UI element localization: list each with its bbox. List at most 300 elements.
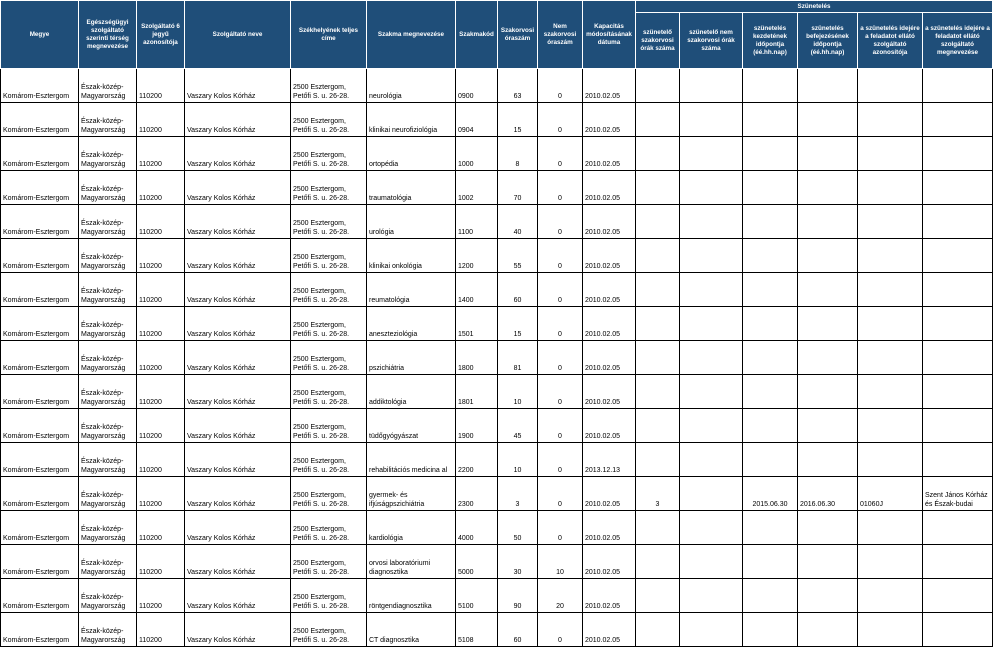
cell-megye: Komárom-Esztergom — [1, 307, 79, 341]
cell-ellato-megnevezes — [923, 171, 993, 205]
cell-szunetelo-szakorvosi — [636, 409, 680, 443]
cell-szolgaltato-neve: Vaszary Kolos Kórház — [185, 613, 291, 647]
cell-ellato-azonosito — [858, 545, 923, 579]
cell-szuneteles-kezdete — [743, 409, 798, 443]
cell-cim: 2500 Esztergom, Petőfi S. u. 26-28. — [291, 477, 367, 511]
cell-megye: Komárom-Esztergom — [1, 409, 79, 443]
cell-terseg: Észak-közép-Magyarország — [79, 171, 137, 205]
cell-szuneteles-kezdete — [743, 239, 798, 273]
table-row — [1, 239, 993, 273]
cell-szakmakod: 1900 — [456, 409, 498, 443]
cell-szunetelo-nem-szakorvosi — [680, 103, 743, 137]
col-header-azonosito: Szolgáltató 6 jegyű azonosítója — [137, 1, 185, 69]
cell-cim: 2500 Esztergom, Petőfi S. u. 26-28. — [291, 409, 367, 443]
cell-ellato-megnevezes — [923, 307, 993, 341]
col-header-szunetelo-nem-szakorvosi: szünetelő nem szakorvosi órák száma — [680, 13, 743, 69]
cell-cim: 2500 Esztergom, Petőfi S. u. 26-28. — [291, 613, 367, 647]
col-header-szakma: Szakma megnevezése — [367, 1, 456, 69]
cell-szakma: ortopédia — [367, 137, 456, 171]
cell-azonosito: 110200 — [137, 579, 185, 613]
cell-szakmakod: 1800 — [456, 341, 498, 375]
cell-nem-szakorvosi-oraszam: 0 — [538, 171, 583, 205]
cell-terseg: Észak-közép-Magyarország — [79, 545, 137, 579]
cell-szuneteles-kezdete — [743, 273, 798, 307]
cell-szakorvosi-oraszam: 70 — [498, 171, 538, 205]
cell-nem-szakorvosi-oraszam: 0 — [538, 375, 583, 409]
cell-modositas-datuma: 2010.02.05 — [583, 205, 636, 239]
cell-nem-szakorvosi-oraszam: 0 — [538, 69, 583, 103]
cell-azonosito: 110200 — [137, 443, 185, 477]
cell-szunetelo-szakorvosi — [636, 205, 680, 239]
cell-ellato-azonosito — [858, 341, 923, 375]
cell-szuneteles-kezdete — [743, 375, 798, 409]
cell-megye: Komárom-Esztergom — [1, 69, 79, 103]
cell-ellato-megnevezes — [923, 409, 993, 443]
cell-megye: Komárom-Esztergom — [1, 443, 79, 477]
cell-cim: 2500 Esztergom, Petőfi S. u. 26-28. — [291, 103, 367, 137]
cell-megye: Komárom-Esztergom — [1, 103, 79, 137]
cell-szuneteles-befejezese — [798, 239, 858, 273]
cell-modositas-datuma: 2010.02.05 — [583, 307, 636, 341]
cell-szunetelo-szakorvosi — [636, 511, 680, 545]
cell-szunetelo-nem-szakorvosi — [680, 171, 743, 205]
cell-azonosito: 110200 — [137, 341, 185, 375]
cell-szunetelo-szakorvosi — [636, 579, 680, 613]
cell-megye: Komárom-Esztergom — [1, 613, 79, 647]
cell-szunetelo-szakorvosi — [636, 375, 680, 409]
table-row — [1, 103, 993, 137]
cell-szolgaltato-neve: Vaszary Kolos Kórház — [185, 171, 291, 205]
col-header-modositas-datuma: Kapacitás módosításának dátuma — [583, 1, 636, 69]
cell-cim: 2500 Esztergom, Petőfi S. u. 26-28. — [291, 171, 367, 205]
cell-modositas-datuma: 2010.02.05 — [583, 579, 636, 613]
cell-szolgaltato-neve: Vaszary Kolos Kórház — [185, 239, 291, 273]
cell-ellato-megnevezes — [923, 239, 993, 273]
cell-ellato-azonosito — [858, 205, 923, 239]
cell-nem-szakorvosi-oraszam: 10 — [538, 545, 583, 579]
table-row — [1, 579, 993, 613]
cell-cim: 2500 Esztergom, Petőfi S. u. 26-28. — [291, 307, 367, 341]
cell-szunetelo-nem-szakorvosi — [680, 579, 743, 613]
cell-szuneteles-befejezese — [798, 613, 858, 647]
cell-megye: Komárom-Esztergom — [1, 239, 79, 273]
cell-ellato-megnevezes — [923, 103, 993, 137]
cell-terseg: Észak-közép-Magyarország — [79, 273, 137, 307]
cell-megye: Komárom-Esztergom — [1, 341, 79, 375]
cell-modositas-datuma: 2010.02.05 — [583, 273, 636, 307]
cell-ellato-azonosito — [858, 579, 923, 613]
cell-cim: 2500 Esztergom, Petőfi S. u. 26-28. — [291, 341, 367, 375]
cell-szolgaltato-neve: Vaszary Kolos Kórház — [185, 137, 291, 171]
table-row — [1, 137, 993, 171]
cell-szuneteles-befejezese — [798, 409, 858, 443]
cell-szunetelo-nem-szakorvosi — [680, 307, 743, 341]
cell-ellato-azonosito — [858, 103, 923, 137]
cell-szakorvosi-oraszam: 3 — [498, 477, 538, 511]
cell-szakmakod: 1002 — [456, 171, 498, 205]
table-row — [1, 443, 993, 477]
cell-ellato-azonosito — [858, 239, 923, 273]
cell-terseg: Észak-közép-Magyarország — [79, 579, 137, 613]
cell-cim: 2500 Esztergom, Petőfi S. u. 26-28. — [291, 579, 367, 613]
cell-szakorvosi-oraszam: 15 — [498, 103, 538, 137]
cell-ellato-azonosito — [858, 375, 923, 409]
table-row — [1, 545, 993, 579]
cell-azonosito: 110200 — [137, 511, 185, 545]
table-row — [1, 341, 993, 375]
cell-szuneteles-kezdete — [743, 443, 798, 477]
cell-modositas-datuma: 2010.02.05 — [583, 409, 636, 443]
cell-szunetelo-nem-szakorvosi — [680, 273, 743, 307]
cell-szolgaltato-neve: Vaszary Kolos Kórház — [185, 545, 291, 579]
cell-nem-szakorvosi-oraszam: 0 — [538, 137, 583, 171]
cell-ellato-megnevezes — [923, 375, 993, 409]
cell-szuneteles-befejezese — [798, 341, 858, 375]
cell-cim: 2500 Esztergom, Petőfi S. u. 26-28. — [291, 239, 367, 273]
cell-szakma: addiktológia — [367, 375, 456, 409]
cell-azonosito: 110200 — [137, 205, 185, 239]
cell-ellato-azonosito — [858, 273, 923, 307]
cell-szakorvosi-oraszam: 10 — [498, 375, 538, 409]
cell-azonosito: 110200 — [137, 273, 185, 307]
cell-szolgaltato-neve: Vaszary Kolos Kórház — [185, 69, 291, 103]
cell-szakma: orvosi laboratóriumi diagnosztika — [367, 545, 456, 579]
cell-megye: Komárom-Esztergom — [1, 273, 79, 307]
cell-ellato-megnevezes — [923, 69, 993, 103]
cell-szakma: kardiológia — [367, 511, 456, 545]
cell-szakorvosi-oraszam: 40 — [498, 205, 538, 239]
cell-terseg: Észak-közép-Magyarország — [79, 477, 137, 511]
cell-azonosito: 110200 — [137, 375, 185, 409]
cell-szakma: urológia — [367, 205, 456, 239]
cell-cim: 2500 Esztergom, Petőfi S. u. 26-28. — [291, 69, 367, 103]
cell-szunetelo-nem-szakorvosi — [680, 205, 743, 239]
col-header-szunetelo-szakorvosi: szünetelő szakorvosi órák száma — [636, 13, 680, 69]
cell-szakmakod: 1400 — [456, 273, 498, 307]
table-row — [1, 375, 993, 409]
cell-modositas-datuma: 2010.02.05 — [583, 511, 636, 545]
cell-szuneteles-befejezese — [798, 273, 858, 307]
cell-szakmakod: 0904 — [456, 103, 498, 137]
cell-szakma: reumatológia — [367, 273, 456, 307]
cell-ellato-azonosito — [858, 307, 923, 341]
cell-azonosito: 110200 — [137, 103, 185, 137]
cell-szunetelo-nem-szakorvosi — [680, 69, 743, 103]
col-header-terseg: Egészségügyi szolgáltató szerinti térség megnevezése — [79, 1, 137, 69]
cell-szolgaltato-neve: Vaszary Kolos Kórház — [185, 341, 291, 375]
cell-szunetelo-szakorvosi — [636, 103, 680, 137]
table-row — [1, 613, 993, 647]
cell-nem-szakorvosi-oraszam: 0 — [538, 239, 583, 273]
cell-terseg: Észak-közép-Magyarország — [79, 409, 137, 443]
cell-ellato-megnevezes — [923, 579, 993, 613]
cell-szuneteles-befejezese — [798, 375, 858, 409]
cell-szuneteles-kezdete — [743, 613, 798, 647]
cell-szolgaltato-neve: Vaszary Kolos Kórház — [185, 511, 291, 545]
cell-szuneteles-kezdete — [743, 103, 798, 137]
cell-szakorvosi-oraszam: 90 — [498, 579, 538, 613]
cell-szolgaltato-neve: Vaszary Kolos Kórház — [185, 477, 291, 511]
cell-ellato-megnevezes — [923, 205, 993, 239]
cell-modositas-datuma: 2010.02.05 — [583, 613, 636, 647]
cell-szunetelo-nem-szakorvosi — [680, 443, 743, 477]
cell-modositas-datuma: 2010.02.05 — [583, 171, 636, 205]
col-header-cim: Székhelyének teljes címe — [291, 1, 367, 69]
cell-szakma: aneszteziológia — [367, 307, 456, 341]
table-row — [1, 511, 993, 545]
cell-modositas-datuma: 2010.02.05 — [583, 103, 636, 137]
cell-szunetelo-szakorvosi — [636, 137, 680, 171]
cell-szunetelo-nem-szakorvosi — [680, 545, 743, 579]
cell-modositas-datuma: 2010.02.05 — [583, 69, 636, 103]
cell-szuneteles-kezdete — [743, 579, 798, 613]
cell-szolgaltato-neve: Vaszary Kolos Kórház — [185, 443, 291, 477]
cell-szolgaltato-neve: Vaszary Kolos Kórház — [185, 409, 291, 443]
cell-szakma: CT diagnosztika — [367, 613, 456, 647]
col-header-szolgaltato-neve: Szolgáltató neve — [185, 1, 291, 69]
cell-szunetelo-nem-szakorvosi — [680, 137, 743, 171]
cell-azonosito: 110200 — [137, 137, 185, 171]
cell-szakmakod: 5100 — [456, 579, 498, 613]
cell-nem-szakorvosi-oraszam: 0 — [538, 205, 583, 239]
cell-azonosito: 110200 — [137, 171, 185, 205]
cell-ellato-azonosito — [858, 137, 923, 171]
cell-ellato-azonosito — [858, 409, 923, 443]
cell-szakma: neurológia — [367, 69, 456, 103]
cell-megye: Komárom-Esztergom — [1, 545, 79, 579]
cell-szuneteles-befejezese — [798, 171, 858, 205]
cell-szuneteles-kezdete — [743, 171, 798, 205]
table-row — [1, 69, 993, 103]
cell-szunetelo-szakorvosi — [636, 69, 680, 103]
cell-szunetelo-nem-szakorvosi — [680, 409, 743, 443]
cell-szuneteles-befejezese — [798, 205, 858, 239]
cell-szuneteles-kezdete — [743, 205, 798, 239]
cell-terseg: Észak-közép-Magyarország — [79, 613, 137, 647]
cell-szunetelo-szakorvosi — [636, 171, 680, 205]
table-row — [1, 273, 993, 307]
cell-szakorvosi-oraszam: 60 — [498, 273, 538, 307]
cell-szuneteles-kezdete — [743, 307, 798, 341]
cell-megye: Komárom-Esztergom — [1, 171, 79, 205]
cell-szakorvosi-oraszam: 55 — [498, 239, 538, 273]
cell-szunetelo-szakorvosi — [636, 341, 680, 375]
cell-szakma: traumatológia — [367, 171, 456, 205]
cell-szakma: gyermek- és ifjúságpszichiátria — [367, 477, 456, 511]
cell-szakorvosi-oraszam: 10 — [498, 443, 538, 477]
cell-szakmakod: 2300 — [456, 477, 498, 511]
cell-nem-szakorvosi-oraszam: 20 — [538, 579, 583, 613]
cell-nem-szakorvosi-oraszam: 0 — [538, 341, 583, 375]
cell-szunetelo-szakorvosi — [636, 443, 680, 477]
col-header-szuneteles-befejezese: szünetelés befejezésének időpontja (éé.hh.nap) — [798, 13, 858, 69]
cell-szakma: klinikai neurofiziológia — [367, 103, 456, 137]
cell-nem-szakorvosi-oraszam: 0 — [538, 307, 583, 341]
cell-szuneteles-kezdete: 2015.06.30 — [743, 477, 798, 511]
cell-szakmakod: 5000 — [456, 545, 498, 579]
col-header-ellato-megnevezes: a szünetelés idejére a feladatot ellátó szolgáltató megnevezése — [923, 13, 993, 69]
table-row — [1, 171, 993, 205]
cell-szuneteles-kezdete — [743, 137, 798, 171]
cell-szakorvosi-oraszam: 45 — [498, 409, 538, 443]
cell-szakma: klinikai onkológia — [367, 239, 456, 273]
cell-azonosito: 110200 — [137, 69, 185, 103]
cell-modositas-datuma: 2010.02.05 — [583, 341, 636, 375]
cell-szakma: tüdőgyógyászat — [367, 409, 456, 443]
cell-megye: Komárom-Esztergom — [1, 511, 79, 545]
cell-szolgaltato-neve: Vaszary Kolos Kórház — [185, 579, 291, 613]
cell-szunetelo-nem-szakorvosi — [680, 341, 743, 375]
cell-terseg: Észak-közép-Magyarország — [79, 443, 137, 477]
cell-azonosito: 110200 — [137, 613, 185, 647]
cell-azonosito: 110200 — [137, 477, 185, 511]
cell-szakorvosi-oraszam: 63 — [498, 69, 538, 103]
cell-szakmakod: 4000 — [456, 511, 498, 545]
cell-szuneteles-befejezese — [798, 137, 858, 171]
cell-szakma: rehabilitációs medicina al — [367, 443, 456, 477]
cell-terseg: Észak-közép-Magyarország — [79, 307, 137, 341]
cell-azonosito: 110200 — [137, 239, 185, 273]
cell-szakmakod: 1000 — [456, 137, 498, 171]
cell-nem-szakorvosi-oraszam: 0 — [538, 477, 583, 511]
cell-ellato-megnevezes — [923, 443, 993, 477]
cell-szuneteles-befejezese — [798, 545, 858, 579]
cell-szakorvosi-oraszam: 8 — [498, 137, 538, 171]
table-row — [1, 477, 993, 511]
cell-szunetelo-nem-szakorvosi — [680, 477, 743, 511]
cell-szakorvosi-oraszam: 30 — [498, 545, 538, 579]
cell-szakmakod: 1501 — [456, 307, 498, 341]
cell-szakorvosi-oraszam: 81 — [498, 341, 538, 375]
cell-ellato-megnevezes — [923, 545, 993, 579]
cell-ellato-megnevezes: Szent János Kórház és Észak-budai — [923, 477, 993, 511]
cell-szuneteles-befejezese — [798, 579, 858, 613]
cell-ellato-azonosito — [858, 69, 923, 103]
cell-szunetelo-szakorvosi — [636, 613, 680, 647]
cell-terseg: Észak-közép-Magyarország — [79, 205, 137, 239]
table-row — [1, 205, 993, 239]
cell-szakmakod: 1200 — [456, 239, 498, 273]
cell-szolgaltato-neve: Vaszary Kolos Kórház — [185, 205, 291, 239]
cell-cim: 2500 Esztergom, Petőfi S. u. 26-28. — [291, 443, 367, 477]
cell-azonosito: 110200 — [137, 545, 185, 579]
cell-ellato-megnevezes — [923, 273, 993, 307]
cell-szakorvosi-oraszam: 50 — [498, 511, 538, 545]
cell-szuneteles-kezdete — [743, 545, 798, 579]
cell-modositas-datuma: 2010.02.05 — [583, 137, 636, 171]
cell-ellato-megnevezes — [923, 341, 993, 375]
cell-azonosito: 110200 — [137, 409, 185, 443]
cell-szakorvosi-oraszam: 60 — [498, 613, 538, 647]
cell-cim: 2500 Esztergom, Petőfi S. u. 26-28. — [291, 545, 367, 579]
cell-terseg: Észak-közép-Magyarország — [79, 69, 137, 103]
cell-szakmakod: 5108 — [456, 613, 498, 647]
cell-megye: Komárom-Esztergom — [1, 205, 79, 239]
cell-szakmakod: 1801 — [456, 375, 498, 409]
col-header-szuneteles-kezdete: szünetelés kezdetének időpontja (éé.hh.nap) — [743, 13, 798, 69]
cell-modositas-datuma: 2010.02.05 — [583, 375, 636, 409]
cell-ellato-azonosito — [858, 443, 923, 477]
cell-szunetelo-szakorvosi — [636, 545, 680, 579]
cell-modositas-datuma: 2013.12.13 — [583, 443, 636, 477]
cell-szakmakod: 0900 — [456, 69, 498, 103]
cell-modositas-datuma: 2010.02.05 — [583, 239, 636, 273]
cell-szunetelo-nem-szakorvosi — [680, 613, 743, 647]
cell-nem-szakorvosi-oraszam: 0 — [538, 273, 583, 307]
cell-megye: Komárom-Esztergom — [1, 375, 79, 409]
cell-cim: 2500 Esztergom, Petőfi S. u. 26-28. — [291, 511, 367, 545]
cell-szakma: röntgendiagnosztika — [367, 579, 456, 613]
cell-terseg: Észak-közép-Magyarország — [79, 239, 137, 273]
cell-szunetelo-szakorvosi — [636, 273, 680, 307]
col-header-szakmakod: Szakmakód — [456, 1, 498, 69]
cell-azonosito: 110200 — [137, 307, 185, 341]
cell-cim: 2500 Esztergom, Petőfi S. u. 26-28. — [291, 205, 367, 239]
cell-szuneteles-befejezese — [798, 69, 858, 103]
cell-szolgaltato-neve: Vaszary Kolos Kórház — [185, 103, 291, 137]
cell-ellato-azonosito — [858, 511, 923, 545]
cell-terseg: Észak-közép-Magyarország — [79, 341, 137, 375]
table-body — [1, 69, 993, 647]
col-header-ellato-azonosito: a szünetelés idejére a feladatot ellátó szolgáltató azonosítója — [858, 13, 923, 69]
cell-megye: Komárom-Esztergom — [1, 477, 79, 511]
cell-ellato-azonosito — [858, 171, 923, 205]
cell-szunetelo-nem-szakorvosi — [680, 239, 743, 273]
cell-modositas-datuma: 2010.02.05 — [583, 477, 636, 511]
table-row — [1, 307, 993, 341]
cell-terseg: Észak-közép-Magyarország — [79, 375, 137, 409]
cell-cim: 2500 Esztergom, Petőfi S. u. 26-28. — [291, 273, 367, 307]
cell-szunetelo-szakorvosi — [636, 307, 680, 341]
col-header-nem-szakorvosi-oraszam: Nem szakorvosi óraszám — [538, 1, 583, 69]
cell-terseg: Észak-közép-Magyarország — [79, 511, 137, 545]
cell-cim: 2500 Esztergom, Petőfi S. u. 26-28. — [291, 375, 367, 409]
cell-cim: 2500 Esztergom, Petőfi S. u. 26-28. — [291, 137, 367, 171]
cell-szunetelo-szakorvosi: 3 — [636, 477, 680, 511]
cell-szuneteles-befejezese — [798, 103, 858, 137]
cell-nem-szakorvosi-oraszam: 0 — [538, 511, 583, 545]
cell-szunetelo-nem-szakorvosi — [680, 375, 743, 409]
cell-ellato-azonosito — [858, 613, 923, 647]
cell-szuneteles-befejezese — [798, 443, 858, 477]
cell-megye: Komárom-Esztergom — [1, 579, 79, 613]
cell-nem-szakorvosi-oraszam: 0 — [538, 103, 583, 137]
cell-ellato-megnevezes — [923, 511, 993, 545]
cell-terseg: Észak-közép-Magyarország — [79, 103, 137, 137]
cell-szuneteles-befejezese — [798, 511, 858, 545]
group-header-szuneteles: Szünetelés — [636, 1, 993, 13]
cell-megye: Komárom-Esztergom — [1, 137, 79, 171]
cell-szolgaltato-neve: Vaszary Kolos Kórház — [185, 307, 291, 341]
cell-szolgaltato-neve: Vaszary Kolos Kórház — [185, 273, 291, 307]
cell-szakmakod: 1100 — [456, 205, 498, 239]
cell-terseg: Észak-közép-Magyarország — [79, 137, 137, 171]
cell-nem-szakorvosi-oraszam: 0 — [538, 443, 583, 477]
cell-nem-szakorvosi-oraszam: 0 — [538, 409, 583, 443]
cell-szakma: pszichiátria — [367, 341, 456, 375]
cell-szuneteles-kezdete — [743, 511, 798, 545]
cell-szakorvosi-oraszam: 15 — [498, 307, 538, 341]
cell-ellato-megnevezes — [923, 613, 993, 647]
cell-szuneteles-befejezese: 2016.06.30 — [798, 477, 858, 511]
cell-ellato-azonosito: 01060J — [858, 477, 923, 511]
table-row — [1, 409, 993, 443]
cell-szuneteles-befejezese — [798, 307, 858, 341]
cell-modositas-datuma: 2010.02.05 — [583, 545, 636, 579]
col-header-szakorvosi-oraszam: Szakorvosi óraszám — [498, 1, 538, 69]
cell-szuneteles-kezdete — [743, 341, 798, 375]
cell-szolgaltato-neve: Vaszary Kolos Kórház — [185, 375, 291, 409]
